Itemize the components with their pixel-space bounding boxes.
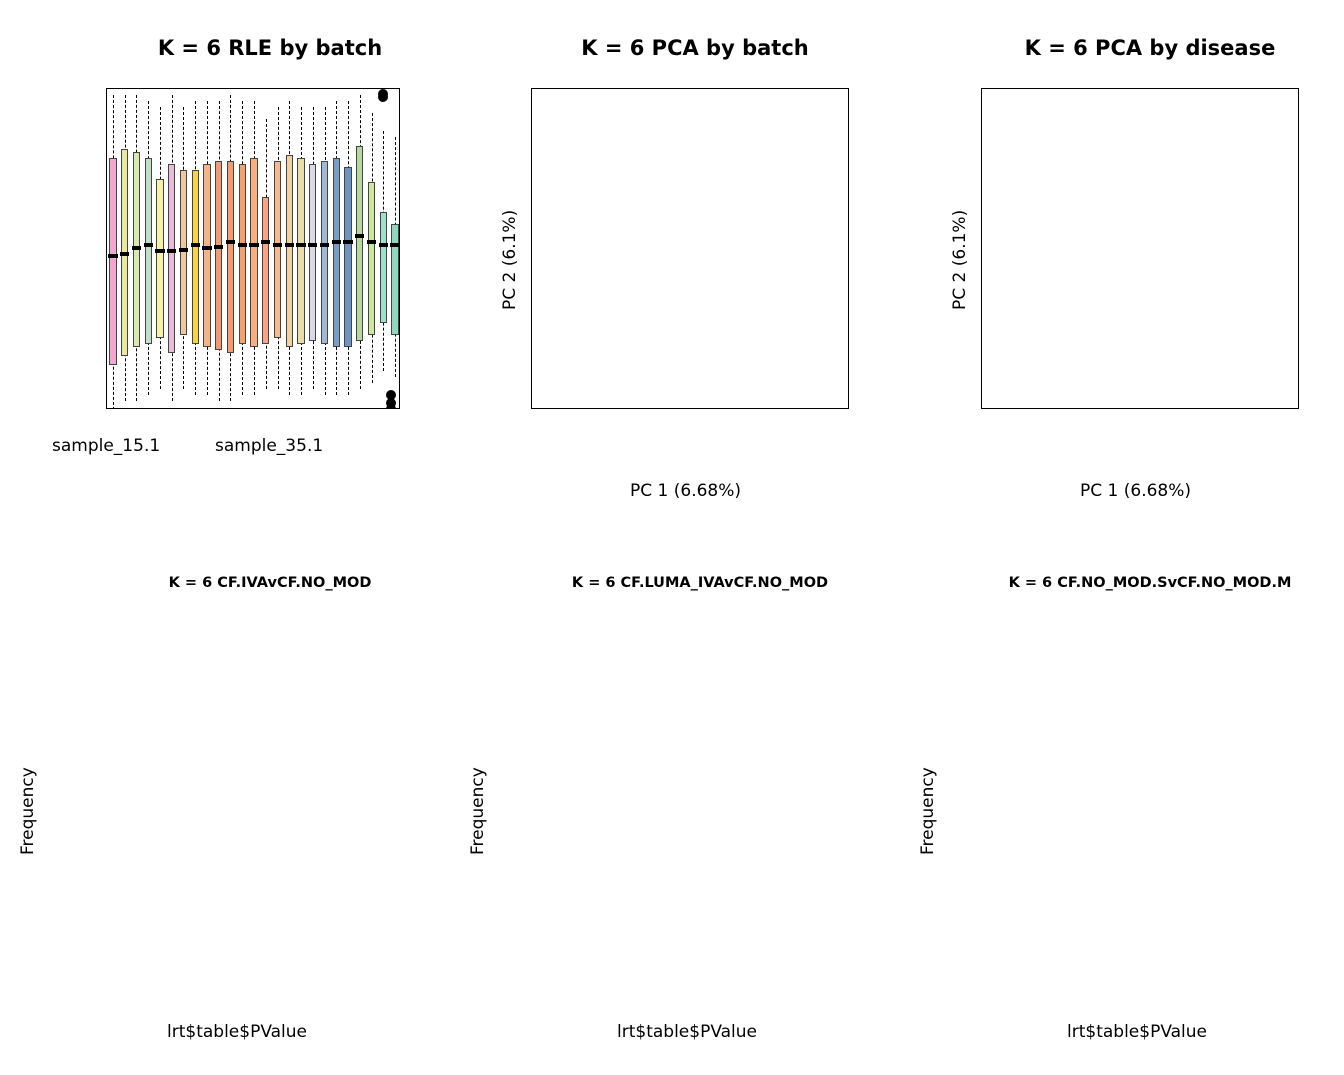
- rle-outlier: [378, 92, 388, 102]
- rle-box-rect: [321, 161, 328, 344]
- rle-median-line: [273, 243, 282, 247]
- hist2-xlabel: lrt$table$PValue: [617, 1022, 758, 1042]
- rle-box-rect: [156, 179, 163, 338]
- hist3-ylabel: Frequency: [918, 767, 938, 855]
- rle-box-rect: [203, 164, 210, 347]
- rle-box-rect: [309, 164, 316, 341]
- pca-disease-plot-area: [981, 88, 1299, 409]
- rle-median-line: [390, 243, 399, 247]
- rle-median-line: [332, 240, 341, 244]
- rle-box-rect: [109, 158, 116, 365]
- rle-median-line: [285, 243, 294, 247]
- pca-disease-ylabel: PC 2 (6.1%): [950, 209, 970, 310]
- rle-median-line: [238, 243, 247, 247]
- rle-median-line: [120, 252, 129, 256]
- rle-box-rect: [344, 167, 351, 347]
- rle-median-line: [296, 243, 305, 247]
- rle-box-rect: [168, 164, 175, 353]
- rle-median-line: [249, 243, 258, 247]
- rle-median-line: [367, 240, 376, 244]
- panel-pca-disease-title: K = 6 PCA by disease: [1024, 36, 1276, 60]
- panel-hist2-title: K = 6 CF.LUMA_IVAvCF.NO_MOD: [571, 575, 829, 591]
- panel-pca-batch-title: K = 6 PCA by batch: [581, 36, 809, 60]
- rle-median-line: [132, 246, 141, 250]
- rle-median-line: [226, 240, 235, 244]
- rle-median-line: [320, 243, 329, 247]
- rle-median-line: [202, 246, 211, 250]
- panel-rle-title: K = 6 RLE by batch: [157, 36, 383, 60]
- rle-box-rect: [145, 158, 152, 344]
- rle-median-line: [191, 243, 200, 247]
- rle-box-rect: [333, 158, 340, 347]
- panel-hist1-title: K = 6 CF.IVAvCF.NO_MOD: [168, 575, 372, 591]
- rle-median-line: [355, 234, 364, 238]
- hist2-plot-area: [545, 645, 840, 935]
- rle-median-line: [108, 254, 117, 258]
- rle-box-rect: [274, 161, 281, 338]
- hist2-ylabel: Frequency: [468, 767, 488, 855]
- rle-median-line: [261, 240, 270, 244]
- rle-box-rect: [180, 170, 187, 335]
- rle-median-line: [167, 249, 176, 253]
- rle-median-line: [343, 240, 352, 244]
- panel-hist3-title: K = 6 CF.NO_MOD.SvCF.NO_MOD.M: [1008, 575, 1292, 591]
- rle-box-rect: [380, 212, 387, 323]
- hist3-xlabel: lrt$table$PValue: [1067, 1022, 1208, 1042]
- pca-batch-plot-area: [531, 88, 849, 409]
- rle-median-line: [144, 243, 153, 247]
- hist1-xlabel: lrt$table$PValue: [167, 1022, 308, 1042]
- hist3-plot-area: [1005, 645, 1285, 935]
- rle-box-rect: [262, 197, 269, 344]
- rle-box-rect: [297, 158, 304, 344]
- rle-box-rect: [356, 146, 363, 341]
- rle-box-rect: [286, 155, 293, 347]
- rle-xlabel-1: sample_15.1: [52, 436, 161, 456]
- rle-xlabel-2: sample_35.1: [215, 436, 324, 456]
- rle-box-rect: [250, 158, 257, 347]
- rle-box-rect: [227, 161, 234, 353]
- rle-box-rect: [368, 182, 375, 335]
- rle-median-line: [214, 245, 223, 249]
- rle-median-line: [308, 243, 317, 247]
- rle-median-line: [179, 248, 188, 252]
- rle-box-rect: [192, 170, 199, 344]
- pca-batch-ylabel: PC 2 (6.1%): [500, 209, 520, 310]
- pca-disease-xlabel: PC 1 (6.68%): [1080, 481, 1192, 501]
- rle-box-rect: [239, 164, 246, 344]
- rle-outlier: [386, 404, 396, 410]
- hist1-plot-area: [95, 645, 390, 935]
- rle-median-line: [155, 249, 164, 253]
- rle-median-line: [379, 243, 388, 247]
- rle-plot-area: [106, 88, 400, 409]
- hist1-ylabel: Frequency: [18, 767, 38, 855]
- pca-batch-xlabel: PC 1 (6.68%): [630, 481, 742, 501]
- rle-box-rect: [215, 161, 222, 350]
- rle-box-rect: [391, 224, 398, 335]
